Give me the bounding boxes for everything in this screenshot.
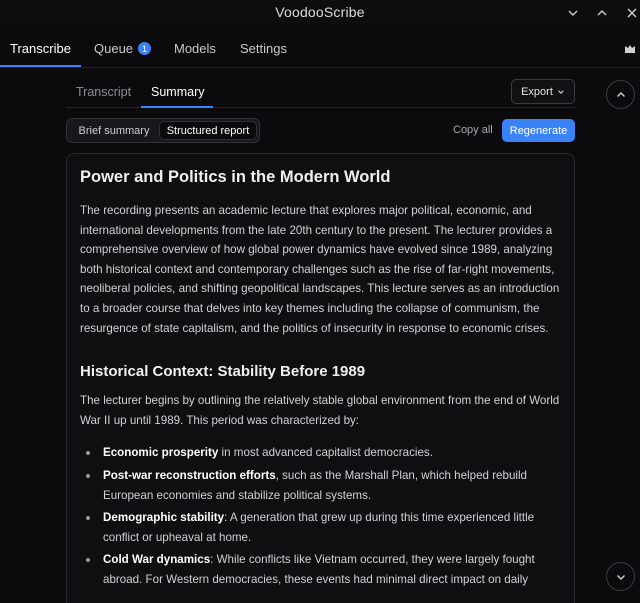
list-item-term: Demographic stability: [103, 511, 225, 525]
list-item-term: Economic prosperity: [103, 446, 219, 460]
regenerate-button[interactable]: Regenerate: [502, 119, 575, 142]
minimize-button[interactable]: [563, 3, 583, 23]
chevron-up-icon: [596, 7, 608, 19]
tab-summary[interactable]: Summary: [151, 85, 205, 99]
title-bar: [0, 0, 640, 26]
window-title: VoodooScribe: [275, 4, 365, 20]
tab-transcribe[interactable]: [10, 41, 71, 56]
brief-summary-option[interactable]: Brief summary: [78, 124, 150, 137]
view-tabs: [66, 78, 575, 108]
close-icon: [626, 7, 638, 19]
list-item-term: Cold War dynamics: [103, 553, 211, 567]
list-item: [80, 508, 563, 547]
summary-card: [66, 153, 575, 603]
list-item: [80, 466, 563, 505]
tab-label: Models: [174, 41, 216, 56]
active-tab-indicator: [0, 65, 81, 67]
user-icon[interactable]: [624, 41, 636, 55]
active-subtab-indicator: [141, 106, 213, 108]
list-item-text: : A generation that grew up during this time experienced little conflict or upheaval at home.: [103, 511, 535, 544]
section-intro: The lecturer begins by outlining the relatively stable global environment from the end of World War II up until 1989. This period was characterized by:: [80, 394, 560, 427]
tab-settings[interactable]: [240, 41, 287, 56]
structured-report-option[interactable]: Structured report: [159, 121, 257, 140]
list-item: [80, 443, 563, 463]
scroll-up-button[interactable]: [606, 80, 635, 109]
export-label: Export: [521, 85, 553, 98]
summary-title: Power and Politics in the Modern World: [80, 168, 391, 186]
maximize-button[interactable]: [592, 3, 612, 23]
tab-label: Settings: [240, 41, 287, 56]
scroll-up-icon: [615, 89, 627, 101]
tab-models[interactable]: [174, 41, 216, 56]
export-button[interactable]: [511, 79, 575, 104]
summary-intro: The recording presents an academic lecture that explores major political, economic, and international developments from the late 20th century to the present. The lecturer provides a comprehensive overview of how global power dynamics have evolved since 1989, analyzing both historical context and contemporary challenges such as the rise of far-right movements, neoliberal policies, and shifting geopolitical landscapes. This lecture serves as an introduction to a broader course that delves into key themes including the collapse of communism, the resurgence of state capitalism, and the politics of insecurity in response to economic crises.: [80, 204, 560, 335]
section-heading: Historical Context: Stability Before 1989: [80, 363, 366, 381]
scroll-down-icon: [615, 571, 627, 583]
list-item-text: in most advanced capitalist democracies.: [218, 446, 433, 460]
chevron-down-icon: [567, 7, 579, 19]
close-window-button[interactable]: [622, 3, 640, 23]
list-item-text: : While conflicts like Vietnam occurred, they were largely fought abroad. For Western democracies, these events had minimal direct impact on daily: [103, 553, 535, 586]
chevron-down-icon: [557, 88, 565, 96]
scroll-down-button[interactable]: [606, 562, 635, 591]
tab-queue[interactable]: [94, 41, 151, 56]
queue-count-badge: 1: [138, 42, 151, 55]
summary-mode-toggle: [66, 118, 260, 143]
summary-content: [80, 168, 563, 593]
list-item-term: Post-war reconstruction efforts: [103, 468, 276, 482]
bullet-list: [80, 443, 563, 589]
tab-label: Queue: [94, 41, 134, 56]
list-item-text: , such as the Marshall Plan, which helped rebuild European economies and stabilize political systems.: [103, 468, 527, 502]
copy-all-button[interactable]: Copy all: [453, 124, 493, 136]
tab-label: Transcribe: [10, 41, 71, 56]
tab-transcript[interactable]: Transcript: [76, 85, 132, 99]
list-item: [80, 550, 563, 589]
main-nav: [0, 30, 640, 68]
